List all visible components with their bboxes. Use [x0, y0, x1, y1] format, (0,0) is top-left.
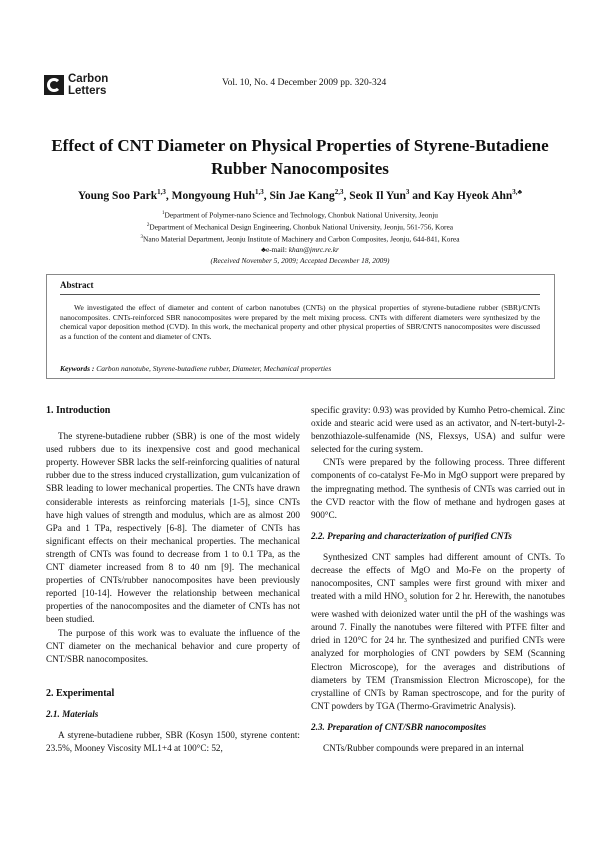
abstract-divider — [60, 294, 540, 295]
author-name: Kay Hyeok Ahn — [433, 189, 513, 202]
paper-title: Effect of CNT Diameter on Physical Properties of Styrene-Butadiene Rubber Nanocomposites — [51, 136, 549, 178]
abstract-heading: Abstract — [60, 280, 94, 290]
affiliations — [40, 209, 560, 266]
author-separator: , — [263, 189, 270, 202]
author-conjunction: and — [409, 189, 434, 202]
volume-info: Vol. 10, No. 4 December 2009 pp. 320-324 — [222, 78, 387, 88]
journal-name — [68, 73, 108, 97]
keywords-label: Keywords : — [60, 364, 97, 373]
author-affil-mark: 1,3 — [157, 188, 166, 196]
author-affil-mark: 3 — [405, 188, 410, 196]
intro-paragraph: The purpose of this work was to evaluate the influence of the CNT diameter on the mechanical behavior and cure property of CNT/SBR nanocomposites. — [46, 627, 300, 664]
author-affil-mark: 3,♣ — [512, 188, 523, 196]
subsection-heading-purified-cnts: 2.2. Preparing and characterization of purified CNTs — [311, 530, 512, 541]
materials-paragraph: A styrene-butadiene rubber, SBR (Kosyn 1500, styrene content: 23.5%, Mooney Viscosity ML1+4 at 100°C: 52, — [46, 729, 300, 754]
author-list — [30, 188, 570, 202]
author-name: Young Soo Park — [77, 189, 158, 202]
author-affil-mark: 1,3 — [255, 188, 264, 196]
cnt-preparation-paragraph: CNTs were prepared by the following process. Three different components of co-catalyst Fe-Mo in MgO support were prepared by the impregnating method. The synthesis of CNTs was carried out in the CVD reactor with the flow of methane and hydrogen gases at 900°C. — [311, 457, 565, 520]
keywords-list: Carbon nanotube, Styrene-butadiene rubber, Diameter, Mechanical properties — [96, 364, 332, 373]
preparation-paragraph: CNTs/Rubber compounds were prepared in an internal — [323, 742, 524, 753]
author-separator: , — [165, 189, 172, 202]
keywords — [60, 364, 540, 373]
journal-name-line2: Letters — [68, 85, 107, 97]
email-line: ♣e-mail: khan@jmrc.re.kr — [261, 245, 339, 255]
affiliation-line: $^1$Department of Polymer-nano Science and Technology, Chonbuk National University, Jeonju — [162, 210, 438, 220]
purification-paragraph: Synthesized CNT samples had different amount of CNTs. To decrease the effects of MgO and Mo-Fe on the property of nanocomposites, CNT samples were first ground with mixer and treated with a mild $HNO_3$ solution for 2 hr. Herewith, the nanotubes were washed with deionized water until the pH of the washings was around 7. Finally the nanotubes were filtered with PTFE filter and dried in 120°C for 24 hr. The synthesized and purified CNTs were analyzed for morphologies of CNT powders by SEM (Scanning Electron Microscope), for the averages and distributions of diameters by TEM (Transmission Electron Microscope), for the crystalline of CNTs by Raman spectroscope, and for the purity of CNT powders by TGA (Thermo-Gravimetric Analysis). — [311, 551, 565, 711]
right-column — [311, 404, 565, 755]
subsection-heading-materials: 2.1. Materials — [46, 708, 99, 719]
section-heading-introduction: 1. Introduction — [46, 405, 111, 416]
author-name: Mongyoung Huh — [171, 189, 256, 202]
journal-name-line1: Carbon — [68, 73, 109, 85]
section-heading-experimental: 2. Experimental — [46, 687, 115, 699]
subsection-heading-nanocomposite-prep: 2.3. Preparation of CNT/SBR nanocomposites — [311, 721, 487, 732]
author-name: Seok Il Yun — [349, 189, 406, 202]
received-dates: (Received November 5, 2009; Accepted December 18, 2009) — [210, 255, 390, 265]
left-column — [46, 404, 300, 755]
carbon-letters-logo-icon — [44, 75, 64, 95]
intro-paragraph: The styrene-butadiene rubber (SBR) is one of the most widely used rubbers due to its inexpensive cost and good mechanical property. However SBR lacks the self-reinforcing qualities of natural rubber due to the stress induced crystallization, gum vulcanization of SBR leading to lower mechanical properties. The CNTs have drawn considerable interests as reinforcing materials [1-5], since CNTs have high values of strength and modulus, which are as almost 200 GPa and 1 TPa, respectively [6-8]. The diameter of CNTs has significant effects on their mechanical properties. The mechanical strength of CNTs was found to decrease from 1 to 0.1 TPa, as the CNT diameter increased from 8 to 40 nm [9]. The mechanical properties of CNTs/rubber nanocomposites have been previously reported [10-14]. However the relationship between mechanical properties of the nanocomposites and the diameter of CNTs has not been studied. — [46, 431, 300, 625]
affiliation-line: $^2$Department of Mechanical Design Engineering, Chonbuk National University, Jeonju, 561-756, Korea — [146, 222, 454, 232]
author-name: Sin Jae Kang — [269, 189, 335, 202]
abstract-text: We investigated the effect of diameter and content of carbon nanotubes (CNTs) on the physical properties of styrene-butadiene rubber (SBR)/CNTs nanocomposites. CNTs-reinforced SBR nanocomposites were prepared by the melt mixing process. CNTs with different diameters were synthesized by the chemical vapor deposition method (CVD). In this work, the mechanical property and other physical properties of SBR/CNTS nanocomposites were discussed as a function of the content and diameter of CNTs. — [60, 303, 540, 341]
materials-paragraph-continued: specific gravity: 0.93) was provided by Kumho Petro-chemical. Zinc oxide and stearic acid were used as an activator, and N-tert-butyl-2-benzothiazole-sulfenamide (NS, Flexsys, USA) and sulfur were selected for the curing system. — [311, 405, 565, 455]
author-separator: , — [343, 189, 350, 202]
affiliation-line: $^3$Nano Material Department, Jeonju Institute of Machinery and Carbon Composites, Jeonju, 644-841, Korea — [140, 234, 460, 244]
email-address[interactable]: khan@jmrc.re.kr — [288, 245, 339, 255]
journal-logo — [44, 73, 108, 97]
author-affil-mark: 2,3 — [334, 188, 344, 196]
